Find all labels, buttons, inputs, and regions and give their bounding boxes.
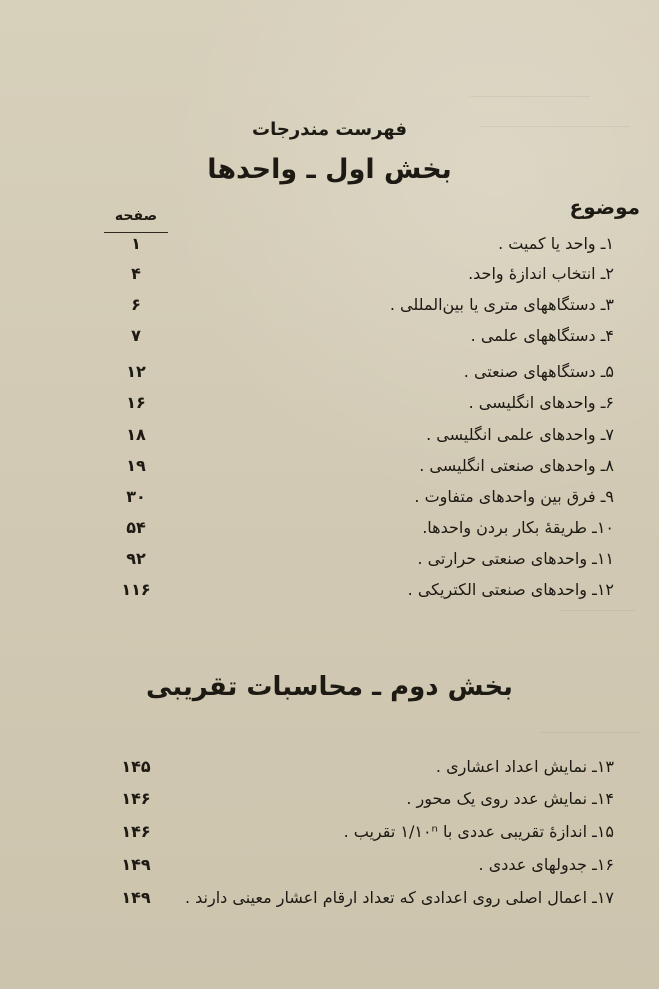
toc-entry xyxy=(0,518,659,546)
part-two-title: بخش دوم ـ محاسبات تقریبی xyxy=(146,672,513,702)
toc-entry xyxy=(0,855,659,883)
bleed-through-line xyxy=(470,96,590,97)
toc-entry xyxy=(0,549,659,577)
toc-entry-page-number: ۶ xyxy=(131,295,141,314)
page-header-rule xyxy=(104,232,168,233)
toc-entry-label: ۱۰ـ طریقهٔ بکار بردن واحدها. xyxy=(422,518,614,537)
toc-entry xyxy=(0,295,659,323)
toc-entry-label: ۲ـ انتخاب اندازهٔ واحد. xyxy=(468,264,614,283)
toc-entry xyxy=(0,393,659,421)
toc-entry-label: ۱۷ـ اعمال اصلی روی اعدادی که تعداد ارقام اعشار معینی دارند . xyxy=(184,888,614,907)
toc-entry-page-number: ۹۲ xyxy=(126,549,146,568)
toc-entry-page-number: ۱ xyxy=(131,234,141,253)
toc-entry-page-number: ۱۲ xyxy=(126,362,146,381)
toc-entry-label: ۹ـ فرق بین واحدهای متفاوت . xyxy=(414,487,614,506)
page-column-header: صفحه xyxy=(114,208,158,224)
toc-entry-label: ۱۲ـ واحدهای صنعتی الکتریکی . xyxy=(407,580,614,599)
toc-entry-label: ۵ـ دستگاههای صنعتی . xyxy=(463,362,614,381)
toc-entry-page-number: ۱۱۶ xyxy=(121,580,151,599)
toc-entry-label: ۷ـ واحدهای علمی انگلیسی . xyxy=(426,425,614,444)
toc-entry xyxy=(0,789,659,817)
toc-entry-label: ۱۶ـ جدولهای عددی . xyxy=(478,855,614,874)
toc-entry-label: ۳ـ دستگاههای متری یا بین‌المللی . xyxy=(389,295,614,314)
toc-entry-page-number: ۱۴۶ xyxy=(121,789,151,808)
toc-entry xyxy=(0,757,659,785)
toc-entry-page-number: ۳۰ xyxy=(126,487,146,506)
toc-entry-page-number: ۵۴ xyxy=(126,518,146,537)
toc-entry-page-number: ۱۴۵ xyxy=(121,757,151,776)
table-of-contents-title: فهرست مندرجات xyxy=(252,119,407,140)
toc-entry xyxy=(0,264,659,292)
toc-entry-page-number: ۱۹ xyxy=(126,456,146,475)
toc-entry xyxy=(0,888,659,916)
toc-entry-label: ۶ـ واحدهای انگلیسی . xyxy=(468,393,614,412)
toc-entry-label: ۸ـ واحدهای صنعتی انگلیسی . xyxy=(419,456,614,475)
toc-entry-label: ۱۱ـ واحدهای صنعتی حرارتی . xyxy=(417,549,614,568)
toc-entry-label: ۱ـ واحد یا کمیت . xyxy=(498,234,614,253)
toc-entry-page-number: ۴ xyxy=(131,264,141,283)
toc-entry xyxy=(0,425,659,453)
toc-entry xyxy=(0,326,659,354)
toc-entry xyxy=(0,487,659,515)
toc-entry-page-number: ۷ xyxy=(131,326,141,345)
bleed-through-line xyxy=(560,610,635,611)
toc-entry-label: ۴ـ دستگاههای علمی . xyxy=(470,326,614,345)
subject-column-header: موضوع xyxy=(569,195,640,219)
toc-entry-label: ۱۵ـ اندازهٔ تقریبی عددی با ۱/۱۰ⁿ تقریب . xyxy=(343,822,614,841)
toc-entry-page-number: ۱۴۹ xyxy=(121,888,151,907)
toc-entry xyxy=(0,456,659,484)
toc-entry-page-number: ۱۴۹ xyxy=(121,855,151,874)
toc-entry xyxy=(0,234,659,262)
toc-entry xyxy=(0,822,659,850)
toc-entry-label: ۱۴ـ نمایش عدد روی یک محور . xyxy=(406,789,614,808)
toc-entry-page-number: ۱۴۶ xyxy=(121,822,151,841)
toc-entry xyxy=(0,362,659,390)
toc-entry xyxy=(0,580,659,608)
bleed-through-line xyxy=(540,732,640,733)
toc-entry-label: ۱۳ـ نمایش اعداد اعشاری . xyxy=(435,757,614,776)
toc-entry-page-number: ۱۸ xyxy=(126,425,146,444)
toc-entry-page-number: ۱۶ xyxy=(126,393,146,412)
part-one-title: بخش اول ـ واحدها xyxy=(207,154,452,185)
